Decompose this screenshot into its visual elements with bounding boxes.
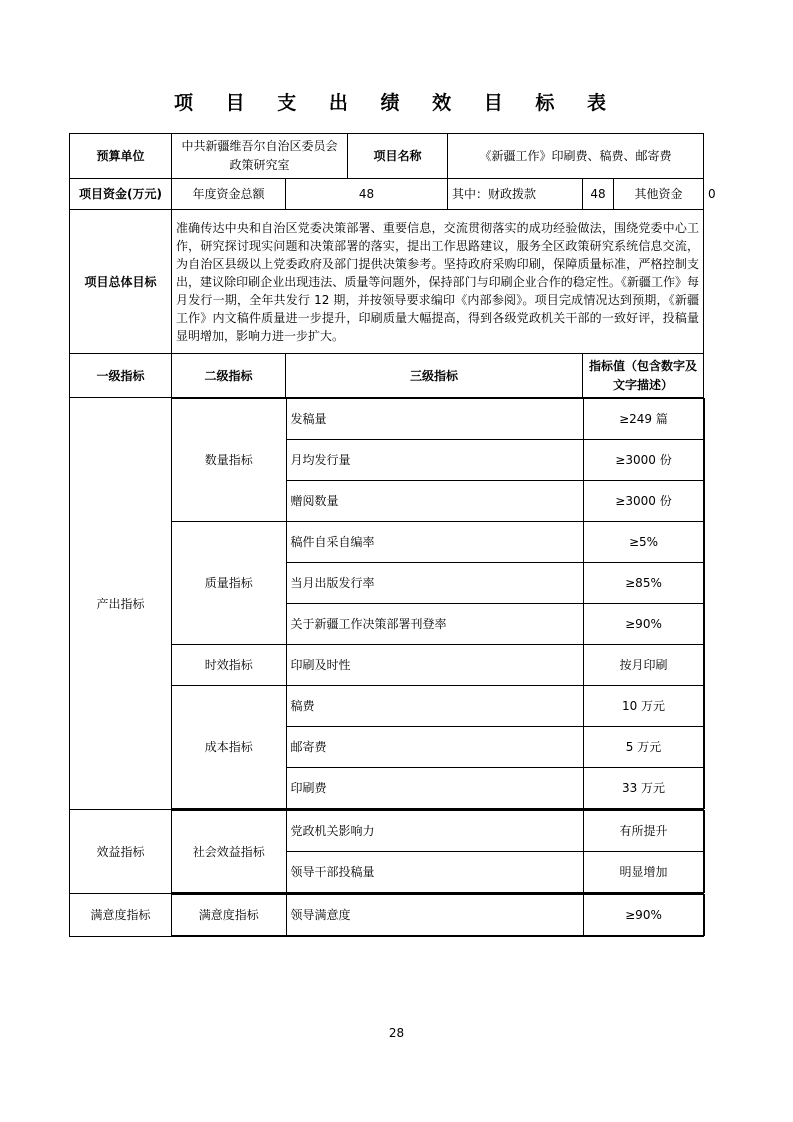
page-number: 28 xyxy=(388,1026,405,1040)
overall-goal-label: 项目总体目标 xyxy=(70,210,172,354)
value-cell: ≥5% xyxy=(583,522,704,563)
level1-satisfaction: 满意度指标 xyxy=(70,894,172,937)
level3-header: 三级指标 xyxy=(286,354,583,398)
level3-cell: 领导干部投稿量 xyxy=(286,852,583,893)
level3-cell: 党政机关影响力 xyxy=(286,811,583,852)
project-name-label: 项目名称 xyxy=(348,134,448,179)
page-title: 项 目 支 出 绩 效 目 标 表 xyxy=(174,92,619,114)
satisfaction-indicators-inner xyxy=(172,894,705,936)
table-row xyxy=(172,522,704,563)
funds-row: 项目资金(万元) 年度资金总额 48 其中：财政拨款 48 其他资金 0 xyxy=(70,179,704,210)
table-row xyxy=(172,645,704,686)
value-cell: 10 万元 xyxy=(583,686,704,727)
value-cell: 有所提升 xyxy=(583,811,704,852)
benefit-indicators-inner xyxy=(172,810,705,893)
value-cell: ≥3000 份 xyxy=(583,481,704,522)
value-cell: ≥85% xyxy=(583,563,704,604)
annual-funds-value: 48 xyxy=(286,179,448,210)
table-row xyxy=(172,399,704,440)
project-name-value: 《新疆工作》印刷费、稿费、邮寄费 xyxy=(448,134,704,179)
level1-header: 一级指标 xyxy=(70,354,172,398)
annual-funds-label: 年度资金总额 xyxy=(172,179,286,210)
funds-label: 项目资金(万元) xyxy=(70,179,172,210)
level3-cell: 领导满意度 xyxy=(286,895,583,936)
fiscal-funds-value: 48 xyxy=(583,179,614,210)
output-indicators-row xyxy=(70,398,704,810)
other-funds-label: 其他资金 xyxy=(614,179,704,210)
benefit-indicators-row xyxy=(70,810,704,894)
column-header-row xyxy=(70,354,704,398)
level2-header: 二级指标 xyxy=(172,354,286,398)
overall-goal-text: 准确传达中央和自治区党委决策部署、重要信息，交流贯彻落实的成功经验做法，围绕党委中心工作，研究探讨现实问题和决策部署的落实，提出工作思路建议，服务全区政策研究系统信息交流，为自治区县级以上党委政府及部门提供决策参考。坚持政府采购印刷，保障质量标准，严格控制支出，建议除印刷企业出现违法、质量等问题外，保持部门与印刷企业合作的稳定性。《新疆工作》每月发行一期，全年共发行 12 期，并按领导要求编印《内部参阅》。项目完成情况达到预期，《新疆工作》内文稿件质量进一步提升，印刷质量大幅提高，得到各级党政机关干部的一致好评，投稿量显明增加，影响力进一步扩大。 xyxy=(172,210,704,354)
level2-quantity: 数量指标 xyxy=(172,399,286,522)
value-header: 指标值（包含数字及文字描述） xyxy=(583,354,704,398)
performance-table xyxy=(69,133,716,937)
level3-cell: 印刷及时性 xyxy=(286,645,583,686)
table-row xyxy=(172,811,704,852)
level3-cell: 月均发行量 xyxy=(286,440,583,481)
table-row xyxy=(172,895,704,936)
value-cell: ≥3000 份 xyxy=(583,440,704,481)
budget-unit-value: 中共新疆维吾尔自治区委员会政策研究室 xyxy=(172,134,348,179)
value-cell: 按月印刷 xyxy=(583,645,704,686)
level3-cell: 当月出版发行率 xyxy=(286,563,583,604)
level2-cost: 成本指标 xyxy=(172,686,286,809)
fiscal-funds-label: 其中：财政拨款 xyxy=(448,179,583,210)
level1-benefit: 效益指标 xyxy=(70,810,172,894)
level2-satisfaction: 满意度指标 xyxy=(172,895,286,936)
unit-row xyxy=(70,134,704,179)
level3-cell: 发稿量 xyxy=(286,399,583,440)
level2-social-benefit: 社会效益指标 xyxy=(172,811,286,893)
summary-row xyxy=(70,210,704,354)
level3-cell: 赠阅数量 xyxy=(286,481,583,522)
value-cell: 5 万元 xyxy=(583,727,704,768)
level3-cell: 稿件自采自编率 xyxy=(286,522,583,563)
satisfaction-indicators-row xyxy=(70,894,704,937)
value-cell: ≥90% xyxy=(583,895,704,936)
level3-cell: 印刷费 xyxy=(286,768,583,809)
level2-quality: 质量指标 xyxy=(172,522,286,645)
value-cell: ≥249 篇 xyxy=(583,399,704,440)
level1-output: 产出指标 xyxy=(70,398,172,810)
level2-timeliness: 时效指标 xyxy=(172,645,286,686)
level3-cell: 稿费 xyxy=(286,686,583,727)
value-cell: ≥90% xyxy=(583,604,704,645)
table-row xyxy=(172,686,704,727)
budget-unit-label: 预算单位 xyxy=(70,134,172,179)
level3-cell: 邮寄费 xyxy=(286,727,583,768)
level3-cell: 关于新疆工作决策部署刊登率 xyxy=(286,604,583,645)
value-cell: 33 万元 xyxy=(583,768,704,809)
output-indicators-inner xyxy=(172,398,705,809)
value-cell: 明显增加 xyxy=(583,852,704,893)
